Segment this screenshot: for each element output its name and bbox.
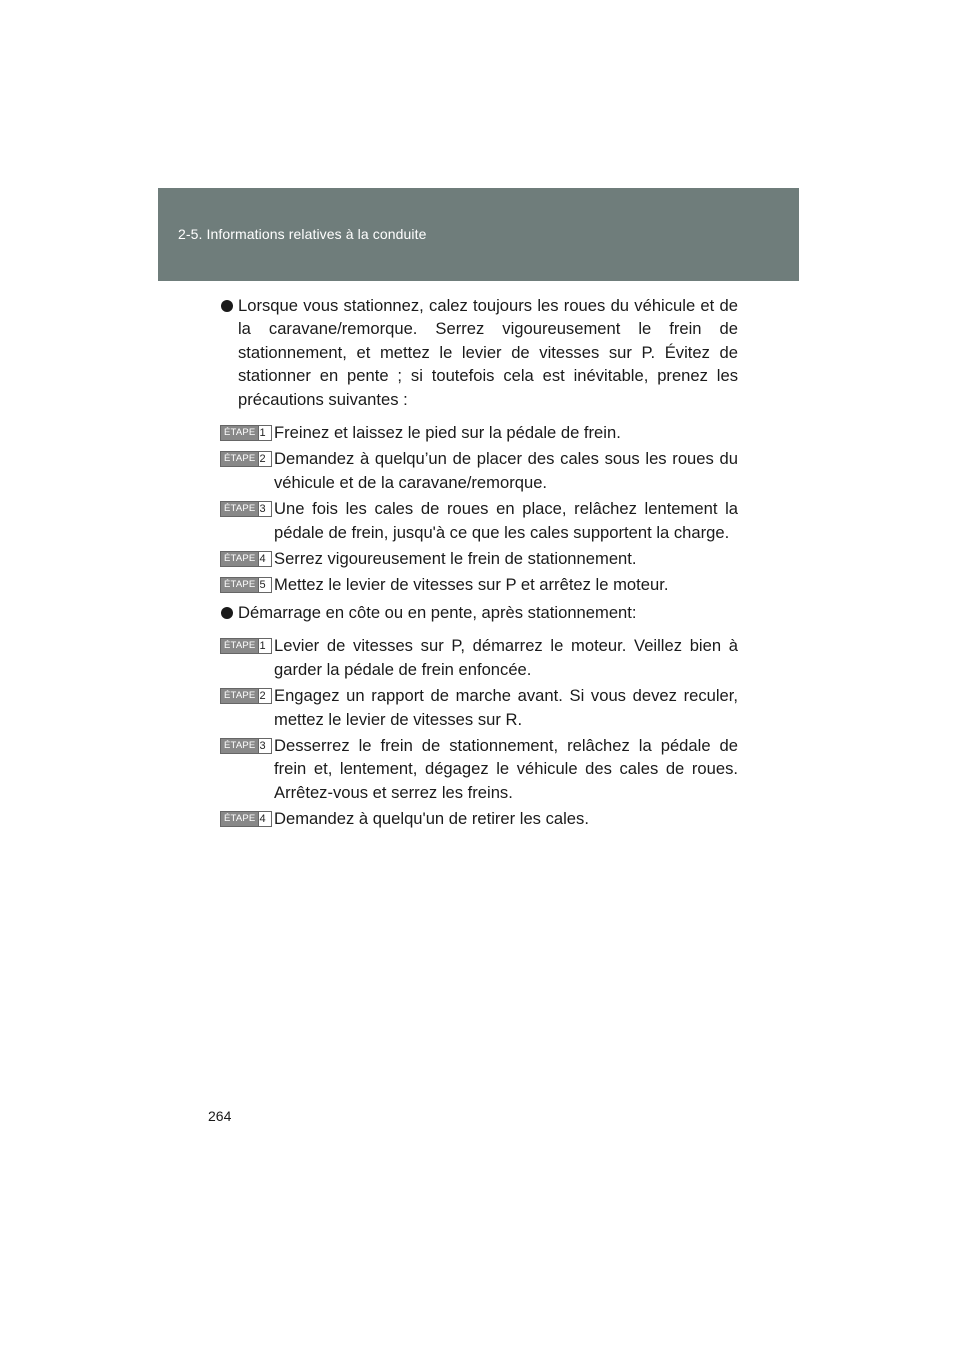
bullet-parking <box>218 294 738 411</box>
step-item <box>218 734 738 804</box>
bullet-text: Démarrage en côte ou en pente, après stationnement: <box>238 602 637 622</box>
step-text: Mettez le levier de vitesses sur P et arrêtez le moteur. <box>274 575 669 595</box>
step-text: Desserrez le frein de stationnement, relâchez la pédale de frein et, lentement, dégagez le véhicule des cales de roues. Arrêtez-vous et serrez les freins. <box>274 735 738 802</box>
step-item <box>218 421 738 444</box>
page-content <box>218 294 738 831</box>
step-text: Demandez à quelqu’un de placer des cales sous les roues du véhicule et de la caravane/remorque. <box>274 449 738 492</box>
section-header <box>158 188 799 281</box>
step-badge-icon: ÉTAPE 4 <box>220 811 272 827</box>
step-item <box>218 497 738 544</box>
step-badge-icon: ÉTAPE 5 <box>220 577 272 593</box>
step-item <box>218 573 738 596</box>
page-number: 264 <box>208 1108 232 1124</box>
step-item <box>218 634 738 681</box>
step-badge-icon: ÉTAPE 4 <box>220 551 272 567</box>
step-text: Une fois les cales de roues en place, relâchez lentement la pédale de frein, jusqu'à ce que les cales supportent la charge. <box>274 499 738 542</box>
step-badge-icon: ÉTAPE 3 <box>220 738 272 754</box>
step-item <box>218 684 738 731</box>
bullet-hill-start <box>218 601 738 624</box>
step-badge-icon: ÉTAPE 1 <box>220 638 272 654</box>
step-item <box>218 547 738 570</box>
step-text: Engagez un rapport de marche avant. Si vous devez reculer, mettez le levier de vitesses sur R. <box>274 686 738 729</box>
step-item <box>218 807 738 830</box>
parking-steps <box>218 421 738 597</box>
hill-start-steps <box>218 634 738 830</box>
step-text: Freinez et laissez le pied sur la pédale de frein. <box>274 423 621 443</box>
step-badge-icon: ÉTAPE 3 <box>220 501 272 517</box>
step-text: Demandez à quelqu'un de retirer les cales. <box>274 809 589 829</box>
section-title: 2-5. Informations relatives à la conduite <box>178 226 427 242</box>
step-badge-icon: ÉTAPE 2 <box>220 451 272 467</box>
step-badge-icon: ÉTAPE 2 <box>220 688 272 704</box>
step-badge-icon: ÉTAPE 1 <box>220 425 272 441</box>
step-text: Serrez vigoureusement le frein de stationnement. <box>274 549 637 569</box>
step-item <box>218 447 738 494</box>
bullet-dot-icon <box>221 607 233 619</box>
bullet-text: Lorsque vous stationnez, calez toujours les roues du véhicule et de la caravane/remorque. Serrez vigoureusement le frein de stationnement, et mettez le levier de vitesses sur P. Évitez de stationner en pente ; si toutefois cela est inévitable, prenez les précautions suivantes : <box>238 296 738 409</box>
bullet-dot-icon <box>221 300 233 312</box>
step-text: Levier de vitesses sur P, démarrez le moteur. Veillez bien à garder la pédale de frein enfoncée. <box>274 636 738 679</box>
